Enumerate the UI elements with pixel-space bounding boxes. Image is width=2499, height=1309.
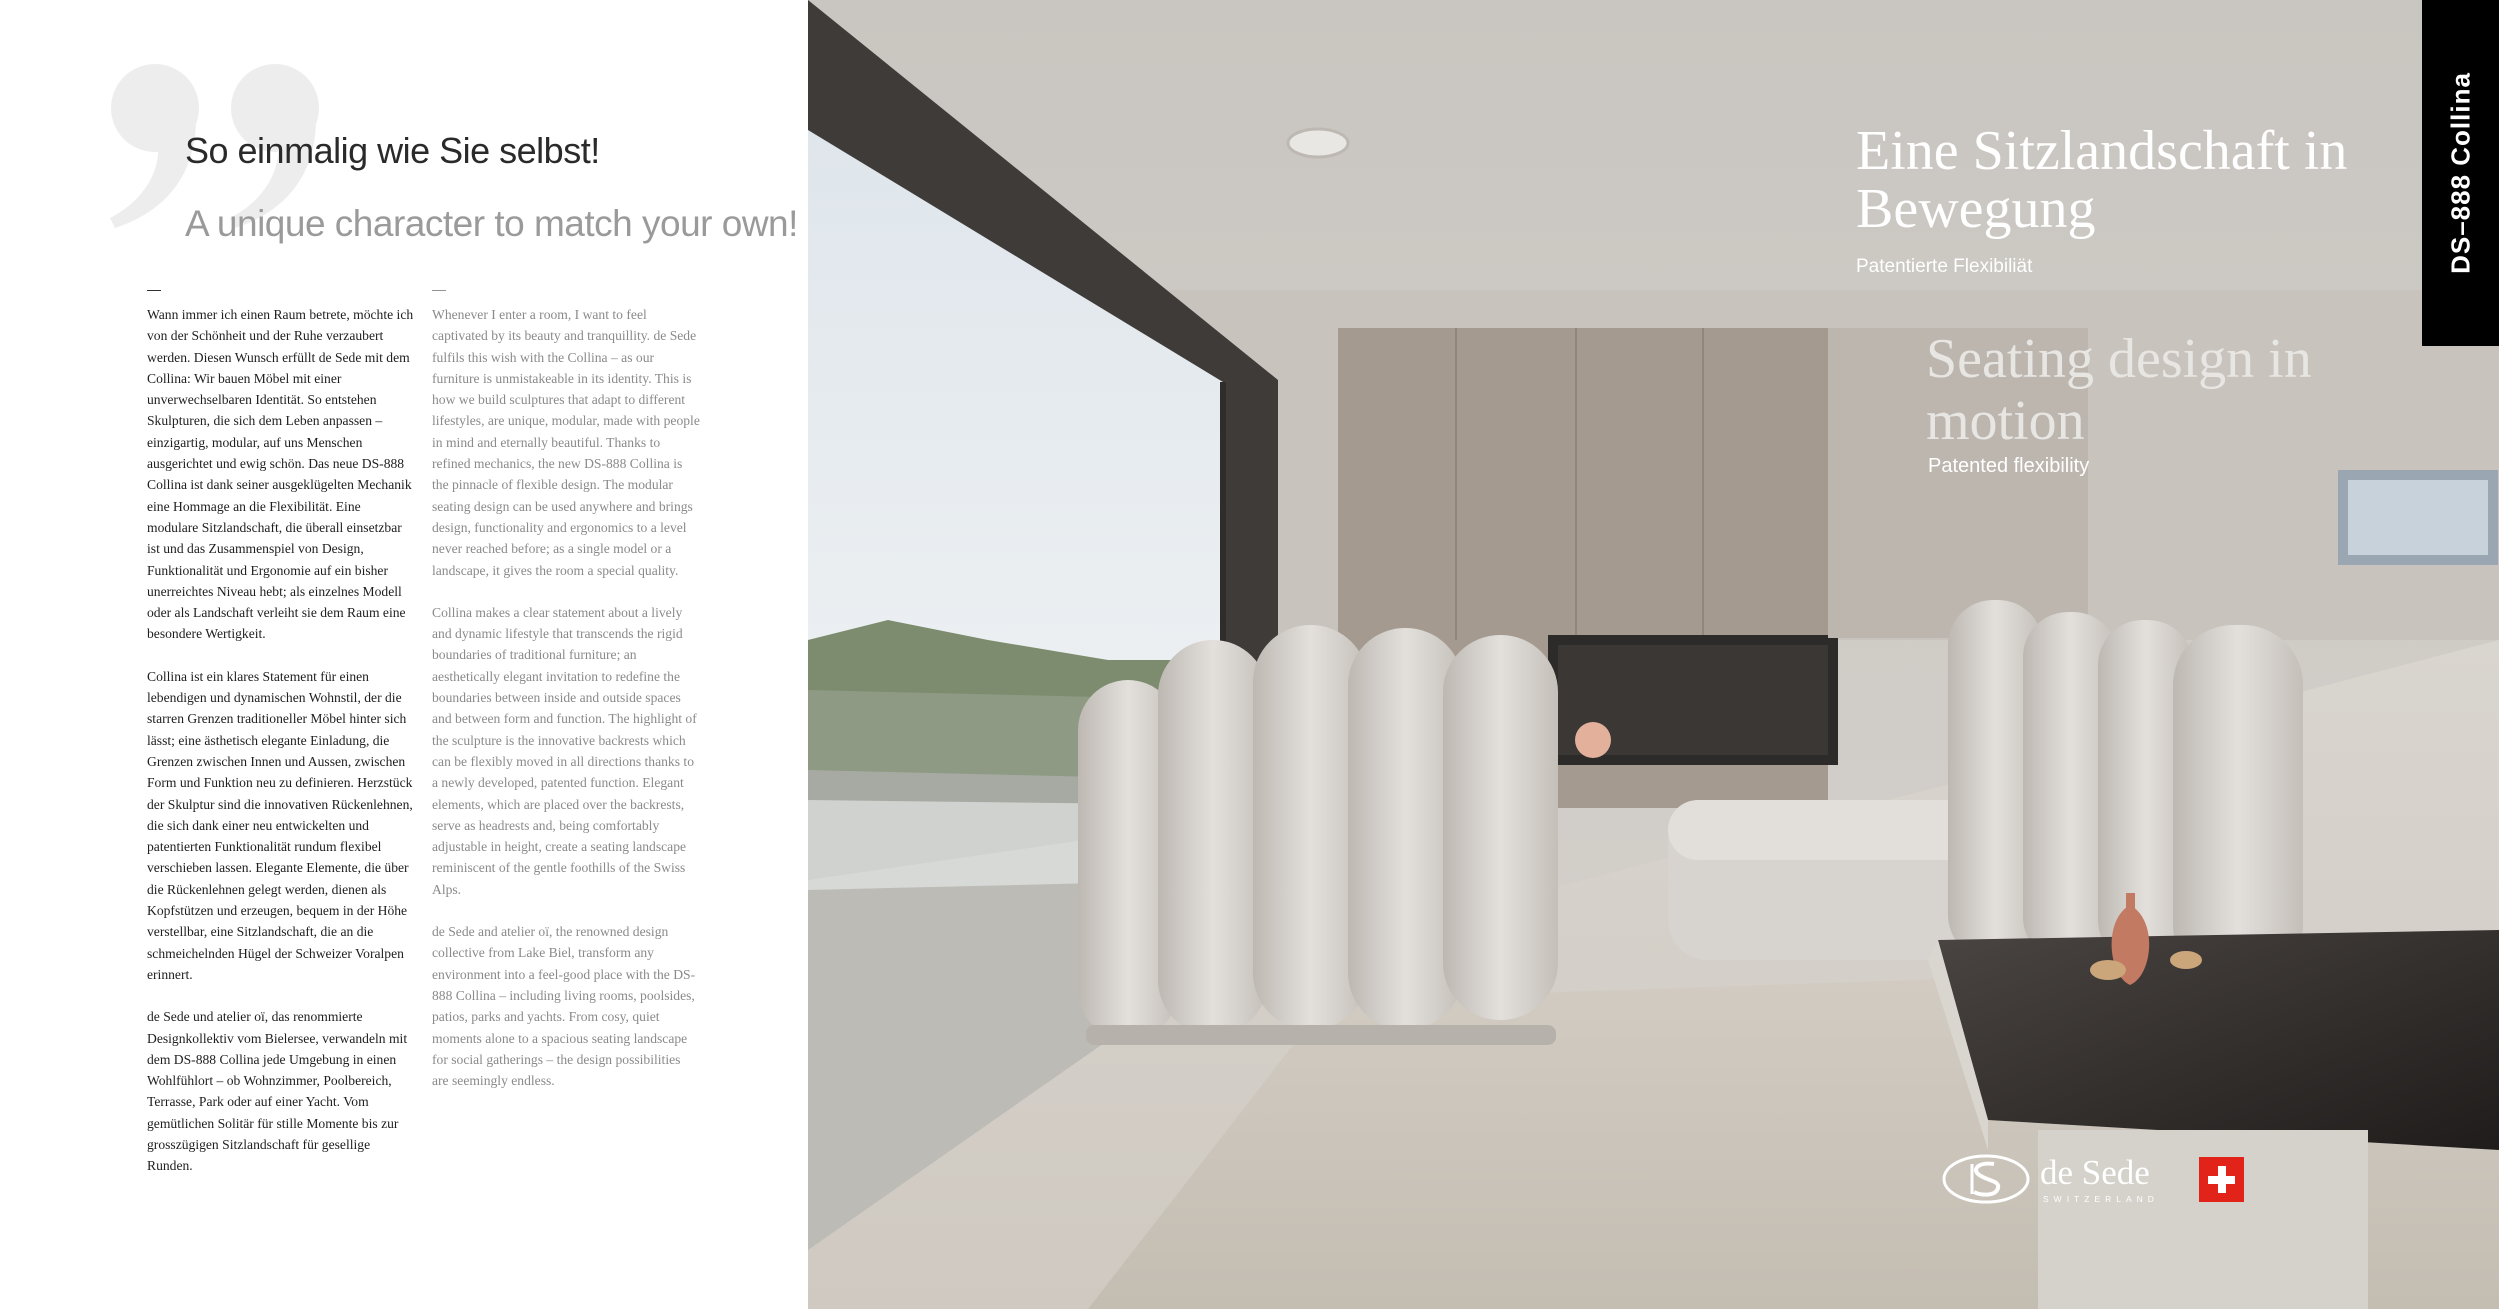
section-dash: —	[147, 281, 161, 297]
headline-german: Eine Sitzlandschaft in Bewegung	[1856, 120, 2348, 240]
paragraph: Whenever I enter a room, I want to feel captivated by its beauty and tranquillity. de Sede fulfils this wish with the Collina – as our furniture is unmistakeable in its identity. This is how we build sculptures that adapt to different lifestyles, are unique, modular, made with people in mind and eternally beautiful. Thanks to refined mechanics, the new DS-888 Collina is the pinnacle of flexible design. The modular seating design can be used anywhere and brings design, functionality and ergonomics to a level never reached before; as a single model or a landscape, it gives the room a special quality.	[432, 307, 700, 578]
paragraph: Wann immer ich einen Raum betrete, möchte ich von der Schönheit und der Ruhe verzaubert werden. Diesen Wunsch erfüllt de Sede mit dem Collina: Wir bauen Möbel mit einer unverwechselbaren Identität. So entstehen Skulpturen, die sich dem Leben anpassen – einzigartig, modular, auf uns Menschen ausgerichtet und ewig schön. Das neue DS-888 Collina ist dank seiner ausgeklügelten Mechanik eine Hommage an die Flexibilität. Eine modulare Sitzlandschaft, die überall einsetzbar ist und das Zusammenspiel von Design, Funktionalität und Ergonomie auf ein bisher unerreichtes Niveau hebt; als einzelnes Modell oder als Landschaft verleiht sie dem Raum eine besondere Wertigkeit.	[147, 307, 414, 642]
subheadline-english: Patented flexibility	[1928, 455, 2090, 477]
quote-german: So einmalig wie Sie selbst!	[185, 130, 600, 171]
paragraph: de Sede and atelier oï, the renowned design collective from Lake Biel, transform any environment into a feel-good place with the DS-888 Collina – including living rooms, poolsides, patios, parks and yachts. From cosy, quiet moments alone to a spacious seating landscape for social gatherings – the design possibilities are seemingly endless.	[432, 924, 696, 1089]
body-text-english	[432, 282, 700, 1112]
section-dash: —	[432, 281, 446, 297]
product-name-label: DS–888 Collina	[2445, 72, 2475, 274]
paragraph: Collina ist ein klares Statement für einen lebendigen und dynamischen Wohnstil, der die starren Grenzen traditioneller Möbel hinter sich lässt; eine ästhetisch elegante Einladung, die Grenzen zwischen Innen und Aussen, zwischen Form und Funktion neu zu definieren. Herzstück der Skulptur sind die innovativen Rückenlehnen, die sich dank einer neu entwickelten und patentierten Funktionalität rundum flexibel verschieben lassen. Elegante Elemente, die über die Rückenlehnen gelegt werden, dienen als Kopfstützen und erzeugen, bequem in der Höhe verstellbar, eine Sitzlandschaft, die an die schmeichelnden Hügel der Schweizer Voralpen erinnert.	[147, 668, 413, 982]
brand-name: de Sede	[2040, 1153, 2150, 1192]
swiss-flag-icon	[2199, 1157, 2244, 1202]
subheadline-german: Patentierte Flexibiliät	[1856, 256, 2033, 277]
headline-english: Seating design in motion	[1926, 328, 2312, 452]
quote-english: A unique character to match your own!	[185, 203, 798, 244]
product-side-tab	[2422, 0, 2499, 346]
sofa-left-module	[1078, 625, 1558, 1045]
de-sede-logo-icon	[1942, 1154, 2030, 1204]
body-text-german	[147, 282, 415, 1198]
paragraph: de Sede und atelier oï, das renommierte Designkollektiv vom Bielersee, verwandeln mit dem DS-888 Collina jede Umgebung in einen Wohlfühlort – ob Wohnzimmer, Poolbereich, Terrasse, Park oder auf einer Yacht. Vom gemütlichen Solitär für stille Momente bis zur grosszügigen Sitzlandschaft für gesellige Runden.	[147, 1009, 408, 1174]
text-page	[0, 0, 808, 1309]
paragraph: Collina makes a clear statement about a lively and dynamic lifestyle that transcends the rigid boundaries of traditional furniture; an aesthetically elegant invitation to redefine the boundaries between inside and outside spaces and between form and function. The highlight of the sculpture is the innovative backrests which can be flexibly moved in all directions thanks to a newly developed, patented function. Elegant elements, which are placed over the backrests, serve as headrests and, being comfortably adjustable in height, create a seating landscape reminiscent of the gentle foothills of the Swiss Alps.	[432, 604, 697, 897]
brand-country: SWITZERLAND	[2043, 1194, 2159, 1204]
brand-logo-block	[1942, 1152, 2247, 1208]
